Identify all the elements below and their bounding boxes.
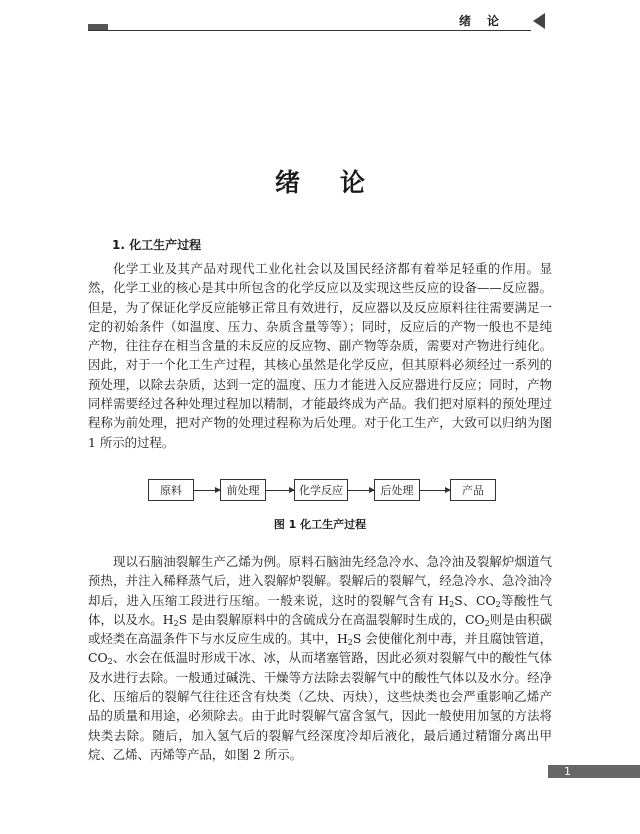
process-flow-diagram (144, 477, 500, 507)
section-heading: 1. 化工生产过程 (112, 238, 202, 252)
figure-caption: 图 1 化工生产过程 (273, 518, 367, 531)
flow-box-raw-material: 原料 (148, 479, 194, 501)
flow-box-reaction: 化学反应 (294, 479, 348, 501)
paragraph-2 (88, 552, 552, 764)
running-header (88, 10, 545, 32)
paragraph-2-text: 现以石脑油裂解生产乙烯为例。原料石脑油先经急冷水、急冷油及裂解炉烟道气预热，并注入稀释蒸气后，进入裂解炉裂解。裂解后的裂解气，经急冷水、急冷油冷却后，进入压缩工段进行压缩。一般来说，这时的裂解气含有 $H_2S$、$CO_2$等酸性气体，以及水。$H_2S$ 是由裂解原料中的含硫成分在高温裂解时生成的，$CO_2$则是由积碳或烃类在高温条件下与水反应生成的。其中，$H_2S$ 会使催化剂中毒，并且腐蚀管道，$CO_2$、水会在低温时形成干冰、冰，从而堵塞管路，因此必须对裂解气中的酸性气体及水进行去除。一般通过碱洗、干燥等方法除去裂解气中的酸性气体以及水分。经净化、压缩后的裂解气往往还含有炔类（乙炔、丙炔），这些炔类也会严重影响乙烯产品的质量和用途，必须除去。由于此时裂解气富含氢气，因此一般使用加氢的方法将炔类去除。随后，加入氢气后的裂解气经深度冷却后液化，最后通过精馏分离出甲烷、乙烯、丙烯等产品，如图 2 所示。 (88, 554, 553, 762)
flow-box-posttreatment: 后处理 (374, 479, 420, 501)
flow-arrow (266, 490, 294, 491)
flow-arrow (348, 490, 374, 491)
chapter-title: 绪论 (274, 168, 405, 197)
flow-arrow (420, 490, 450, 491)
header-rule (88, 30, 531, 31)
running-title: 绪论 (458, 14, 515, 28)
flow-box-product: 产品 (450, 479, 496, 501)
triangle-marker-icon (533, 13, 545, 29)
page-number (548, 765, 640, 778)
page-number-text: 1 (564, 765, 571, 778)
flow-arrow (194, 490, 220, 491)
paragraph-1 (88, 259, 552, 452)
flow-box-pretreatment: 前处理 (220, 479, 266, 501)
paragraph-1-text: 化学工业及其产品对现代工业化社会以及国民经济都有着举足轻重的作用。显然，化学工业的核心是其中所包含的化学反应以及实现这些反应的设备——反应器。但是，为了保证化学反应能够正常且有效进行，反应器以及反应原料往往需要满足一定的初始条件（如温度、压力、杂质含量等等）；同时，反应后的产物一般也不是纯产物，往往存在相当含量的未反应的反应物、副产物等杂质，需要对产物进行纯化。因此，对于一个化工生产过程，其核心虽然是化学反应，但其原料必须经过一系列的预处理，以除去杂质，达到一定的温度、压力才能进入反应器进行反应；同时，产物同样需要经过各种处理过程加以精制，才能最终成为产品。我们把对原料的预处理过程称为前处理，把对产物的处理过程称为后处理。对于化工生产，大致可以归纳为图 1 所示的过程。 (88, 261, 552, 450)
